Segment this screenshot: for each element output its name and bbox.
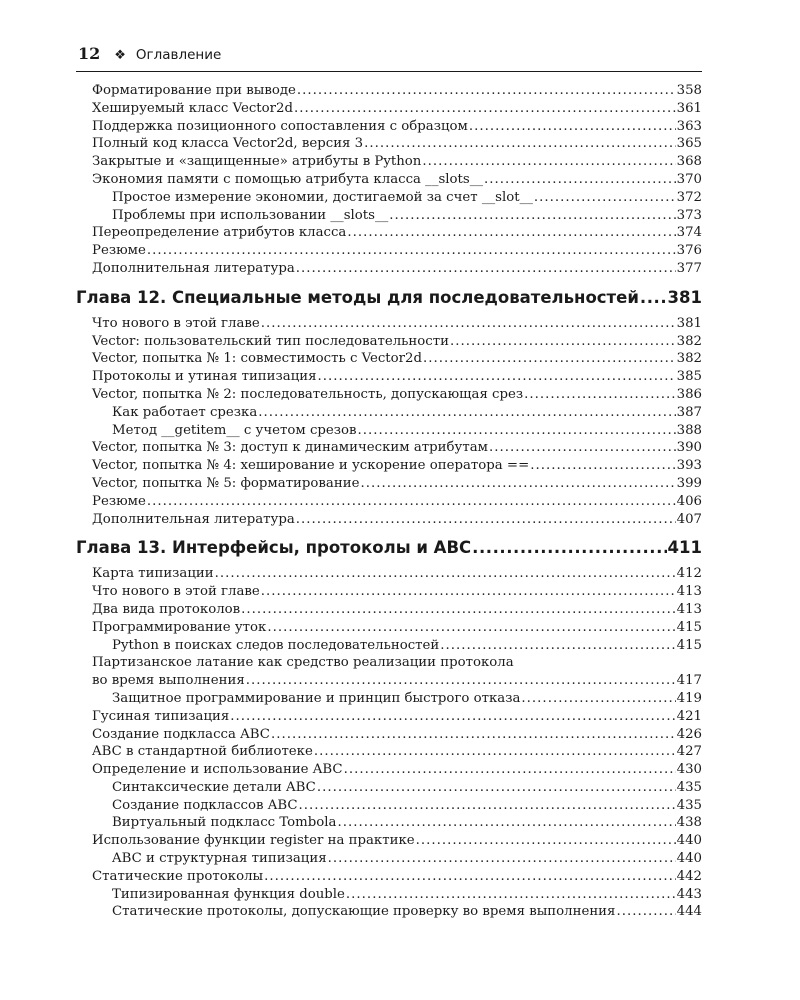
dot-leader [271,727,676,742]
toc-entry [76,369,702,387]
toc-entry [76,638,702,656]
toc-chapter-heading [76,538,702,562]
toc-entry-title: Резюме [92,243,146,259]
dot-leader [530,458,675,473]
toc-entry [76,316,702,334]
toc-page-number: 435 [676,797,702,813]
toc-page-number: 421 [676,708,702,724]
dot-leader [261,316,676,331]
toc-entry-title: Резюме [92,493,146,509]
dot-leader [147,494,676,509]
toc-entry [76,190,702,208]
toc-entry [76,440,702,458]
dot-leader [416,833,676,848]
dot-leader [241,602,675,617]
toc-entry-title: Полный код класса Vector2d, версия 3 [92,136,364,152]
toc-entry [76,101,702,119]
toc-entry-title: Переопределение атрибутов класса [92,225,347,241]
dot-leader [472,538,666,557]
toc-entry-title: Дополнительная литература [92,511,295,527]
toc-entry-title: Программирование уток [92,619,267,635]
toc-entry-title: Глава 12. Специальные методы для последовательностей [76,287,639,307]
toc-entry [76,584,702,602]
toc-entry-title: Что нового в этой главе [92,584,260,600]
toc-entry-title: Статические протоколы, допускающие проверку во время выполнения [112,904,616,920]
toc-entry-title: Как работает срезка [112,404,258,420]
toc-page-number: 374 [676,225,702,241]
toc-entry [76,691,702,709]
toc-entry [76,673,702,691]
running-header [76,44,702,72]
dot-leader [246,673,676,688]
book-page [76,44,702,922]
dot-leader [258,405,675,420]
dot-leader [267,620,675,635]
dot-leader [299,798,676,813]
toc-page-number: 399 [676,475,702,491]
toc-entry-title: Vector, попытка № 5: форматирование [92,475,360,491]
toc-entry-title: Защитное программирование и принцип быстрого отказа [112,690,521,706]
toc-page-number: 442 [676,868,702,884]
dot-leader [230,709,675,724]
toc-entry-title: Форматирование при выводе [92,83,296,98]
toc-entry [76,815,702,833]
toc-page-number: 368 [676,154,702,170]
toc-entry [76,566,702,584]
toc-entry [76,387,702,405]
toc-page-number: 361 [676,100,702,116]
dot-leader [294,101,676,116]
toc-entry [76,744,702,762]
toc-entry-title: Синтаксические детали ABC [112,779,316,795]
toc-page-number: 386 [676,386,702,402]
toc-entry [76,154,702,172]
toc-entry-title: Партизанское латание как средство реализации протокола [92,655,514,671]
toc-page-number: 443 [676,886,702,902]
toc-entry [76,351,702,369]
toc-page-number: 358 [676,83,702,98]
toc-page-number: 411 [667,538,702,558]
dot-leader [347,225,675,240]
toc-page-number: 419 [676,690,702,706]
dot-leader [264,869,675,884]
toc-entry-title: Гусиная типизация [92,708,230,724]
toc-entry [76,620,702,638]
toc-entry [76,458,702,476]
toc-page-number: 415 [676,619,702,635]
toc-entry-title: Создание подклассов ABC [112,797,298,813]
toc-entry [76,334,702,352]
dot-leader [423,351,676,366]
toc-page-number: 407 [676,511,702,527]
toc-entry [76,172,702,190]
dot-leader [358,423,676,438]
toc-page-number: 370 [676,171,702,187]
dot-leader [297,83,676,98]
dot-leader [318,369,676,384]
toc-entry-title: Дополнительная литература [92,260,295,276]
toc-entry-wrapped-line [76,655,702,673]
dot-leader [337,815,675,830]
toc-entry-title: Простое измерение экономии, достигаемой за счет __slot__ [112,189,533,205]
toc-entry-title: Статические протоколы [92,868,264,884]
dot-leader [317,780,676,795]
toc-page-number: 385 [676,369,702,385]
toc-page-number: 381 [676,315,702,331]
toc-entry [76,798,702,816]
dot-leader [215,566,676,581]
dot-leader [640,288,667,307]
page-number: 12 [78,44,101,63]
toc-page-number: 406 [676,493,702,509]
dot-leader [521,691,675,706]
dot-leader [484,172,676,187]
toc-entry-title: Python в поисках следов последовательностей [112,637,440,653]
toc-entry-title: Определение и использование ABC [92,762,343,778]
dot-leader [450,334,676,349]
toc-entry-title: ABC в стандартной библиотеке [92,744,313,760]
dot-leader [346,887,676,902]
table-of-contents [76,83,702,922]
toc-entry [76,261,702,279]
toc-entry-title: Протоколы и утиная типизация [92,369,317,385]
toc-page-number: 444 [676,904,702,920]
dot-leader [422,154,675,169]
toc-entry [76,476,702,494]
toc-page-number: 363 [676,118,702,134]
toc-entry-title: Vector, попытка № 4: хеширование и ускорение оператора == [92,458,530,474]
toc-page-number: 426 [676,726,702,742]
toc-entry [76,762,702,780]
toc-page-number: 365 [676,136,702,152]
running-title: Оглавление [135,47,222,63]
toc-entry-title: Поддержка позиционного сопоставления с образцом [92,118,468,134]
toc-entry-title: ABC и структурная типизация [112,851,327,867]
toc-entry [76,208,702,226]
toc-entry [76,423,702,441]
toc-entry-title: Vector, попытка № 3: доступ к динамическим атрибутам [92,440,488,456]
toc-entry-title: во время выполнения [92,673,245,689]
dot-leader [364,136,675,151]
dot-leader [469,119,676,134]
toc-page-number: 413 [676,584,702,600]
dot-leader [296,512,676,527]
toc-page-number: 387 [676,404,702,420]
toc-entry [76,904,702,922]
toc-entry-title: Что нового в этой главе [92,315,260,331]
toc-entry [76,887,702,905]
toc-page-number: 412 [676,566,702,582]
toc-entry [76,851,702,869]
dot-leader [328,851,676,866]
toc-entry-title: Глава 13. Интерфейсы, протоколы и ABC [76,538,472,558]
toc-entry-title: Закрытые и «защищенные» атрибуты в Python [92,154,422,170]
dot-leader [389,208,675,223]
toc-page-number: 390 [676,440,702,456]
toc-page-number: 440 [676,833,702,849]
toc-entry [76,136,702,154]
toc-entry [76,512,702,530]
dot-leader [440,638,675,653]
dot-leader [147,243,676,258]
dot-leader [261,584,676,599]
toc-entry [76,709,702,727]
toc-entry [76,243,702,261]
dot-leader [314,744,676,759]
toc-entry-title: Два вида протоколов [92,601,241,617]
toc-entry-title: Карта типизации [92,566,214,582]
toc-page-number: 430 [676,762,702,778]
toc-entry [76,119,702,137]
toc-page-number: 427 [676,744,702,760]
dot-leader [296,261,676,276]
toc-entry [76,833,702,851]
toc-page-number: 381 [667,287,702,307]
toc-entry-title: Типизированная функция double [112,886,345,902]
toc-entry [76,727,702,745]
toc-entry-title: Хешируемый класс Vector2d [92,100,293,116]
toc-chapter-heading [76,288,702,312]
toc-entry-title: Проблемы при использовании __slots__ [112,207,389,223]
toc-entry [76,225,702,243]
toc-page-number: 372 [676,189,702,205]
toc-entry-title: Vector, попытка № 2: последовательность, допускающая срез [92,386,524,402]
toc-page-number: 438 [676,815,702,831]
toc-page-number: 440 [676,851,702,867]
toc-entry [76,405,702,423]
toc-entry [76,780,702,798]
dot-leader [360,476,675,491]
toc-entry [76,494,702,512]
toc-entry-title: Использование функции register на практике [92,833,415,849]
dot-leader [524,387,675,402]
toc-page-number: 435 [676,779,702,795]
toc-page-number: 373 [676,207,702,223]
toc-entry-title: Виртуальный подкласс Tombola [112,815,337,831]
toc-entry-title: Vector, попытка № 1: совместимость с Vector2d [92,351,422,367]
toc-entry [76,869,702,887]
toc-entry-title: Vector: пользовательский тип последовательности [92,333,449,349]
toc-page-number: 415 [676,637,702,653]
toc-page-number: 388 [676,422,702,438]
dot-leader [489,440,676,455]
toc-entry [76,83,702,101]
toc-page-number: 377 [676,260,702,276]
toc-entry [76,602,702,620]
toc-page-number: 393 [676,458,702,474]
toc-entry-title: Создание подкласса ABC [92,726,270,742]
dot-leader [344,762,676,777]
dot-leader [616,904,675,919]
toc-page-number: 382 [676,351,702,367]
toc-page-number: 413 [676,601,702,617]
toc-page-number: 417 [676,673,702,689]
toc-page-number: 382 [676,333,702,349]
toc-entry-title: Экономия памяти с помощью атрибута класса __slots__ [92,171,484,187]
dot-leader [534,190,676,205]
diamond-ornament-icon: ❖ [114,48,126,63]
toc-entry-title: Метод __getitem__ с учетом срезов [112,422,357,438]
toc-page-number: 376 [676,243,702,259]
